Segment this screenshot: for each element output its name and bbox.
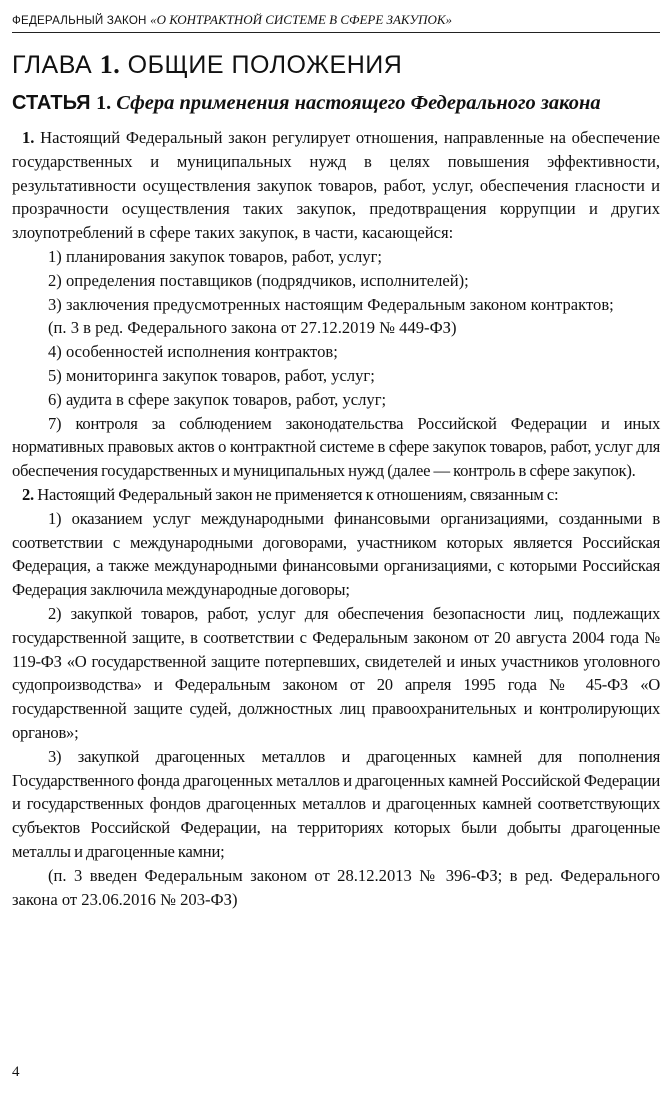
running-header <box>12 12 660 28</box>
part-1-item-2: 2) определения поставщиков (подрядчиков, исполнителей); <box>48 270 469 290</box>
running-header-title: «О КОНТРАКТНОЙ СИСТЕМЕ В СФЕРЕ ЗАКУПОК» <box>150 12 453 27</box>
part-2-item-2: 2) закупкой товаров, работ, услуг для обеспечения безопасности лиц, подлежащих государственной защите, в соответствии с Федеральным законом от 20 августа 2004 года № 119-ФЗ «О государственной защите потерпевших, свидетелей и иных участников уголовного судопроизводства» и Федеральным законом от 20 апреля 1995 года № 45-ФЗ «О государственной защите судей, должностных лиц правоохранительных и контролирующих органов»; <box>12 603 660 742</box>
article-heading <box>12 92 660 115</box>
part-2-number: 2. <box>22 484 34 504</box>
running-header-prefix: ФЕДЕРАЛЬНЫЙ ЗАКОН <box>12 14 151 27</box>
part-1-item-6: 6) аудита в сфере закупок товаров, работ, услуг; <box>48 389 387 409</box>
chapter-title: ОБЩИЕ ПОЛОЖЕНИЯ <box>120 51 403 79</box>
part-2-item-3-amendment: (п. 3 введен Федеральным законом от 28.12.2013 № 396-ФЗ; в ред. Федерального закона от 23.06.2016 № 203-ФЗ) <box>12 865 660 909</box>
part-2-item-1: 1) оказанием услуг международными финансовыми организациями, созданными в соответствии с международными договорами, участником которых является Российская Федерация, а также международными финансовыми организациями, с которыми Российская Федерация заключила международные договоры; <box>12 508 660 600</box>
article-number: 1. <box>96 92 112 114</box>
part-1-item-3-amendment: (п. 3 в ред. Федерального закона от 27.12.2019 № 449-ФЗ) <box>48 318 457 338</box>
part-2-item-3: 3) закупкой драгоценных металлов и драгоценных камней для пополнения Государственного фонда драгоценных металлов и драгоценных камней Российской Федерации и государственных фондов драгоценных металлов и драгоценных камней соответствующих субъектов Российской Федерации, на территориях которых были добыты драгоценные металлы и драгоценные камни; <box>12 746 660 861</box>
part-1-item-4: 4) особенностей исполнения контрактов; <box>48 342 338 362</box>
part-1-item-5: 5) мониторинга закупок товаров, работ, услуг; <box>48 365 375 385</box>
article-title: Сфера применения настоящего Федерального закона <box>111 92 601 114</box>
chapter-label: ГЛАВА <box>12 51 100 79</box>
article-body <box>12 126 660 911</box>
chapter-heading <box>12 50 660 80</box>
document-page <box>12 0 660 1094</box>
part-1-intro-text: Настоящий Федеральный закон регулирует отношения, направленные на обеспечение государственных и муниципальных нужд в целях повышения эффективности, результативности осуществления закупок товаров, работ, услуг, обеспечения гласности и прозрачности осуществления таких закупок, предотвращения коррупции и других злоупотреблений в сфере таких закупок, в части, касающейся: <box>12 128 660 243</box>
part-1-item-1: 1) планирования закупок товаров, работ, услуг; <box>48 246 382 266</box>
page-number: 4 <box>12 1064 20 1080</box>
part-2-intro <box>12 483 660 507</box>
part-2-intro-text: Настоящий Федеральный закон не применяется к отношениям, связанным с: <box>33 484 559 504</box>
part-1-item-7: 7) контроля за соблюдением законодательства Российской Федерации и иных нормативных правовых актов о контрактной системе в сфере закупок товаров, работ, услуг для обеспечения государственных и муниципальных нужд (далее — контроль в сфере закупок). <box>12 413 660 481</box>
part-1-item-3: 3) заключения предусмотренных настоящим Федеральным законом контрактов; <box>48 294 614 314</box>
header-rule <box>12 32 660 33</box>
part-1-intro <box>12 126 660 245</box>
article-label: СТАТЬЯ <box>12 92 97 114</box>
chapter-number: 1. <box>99 50 121 79</box>
part-1-number: 1. <box>22 128 35 147</box>
